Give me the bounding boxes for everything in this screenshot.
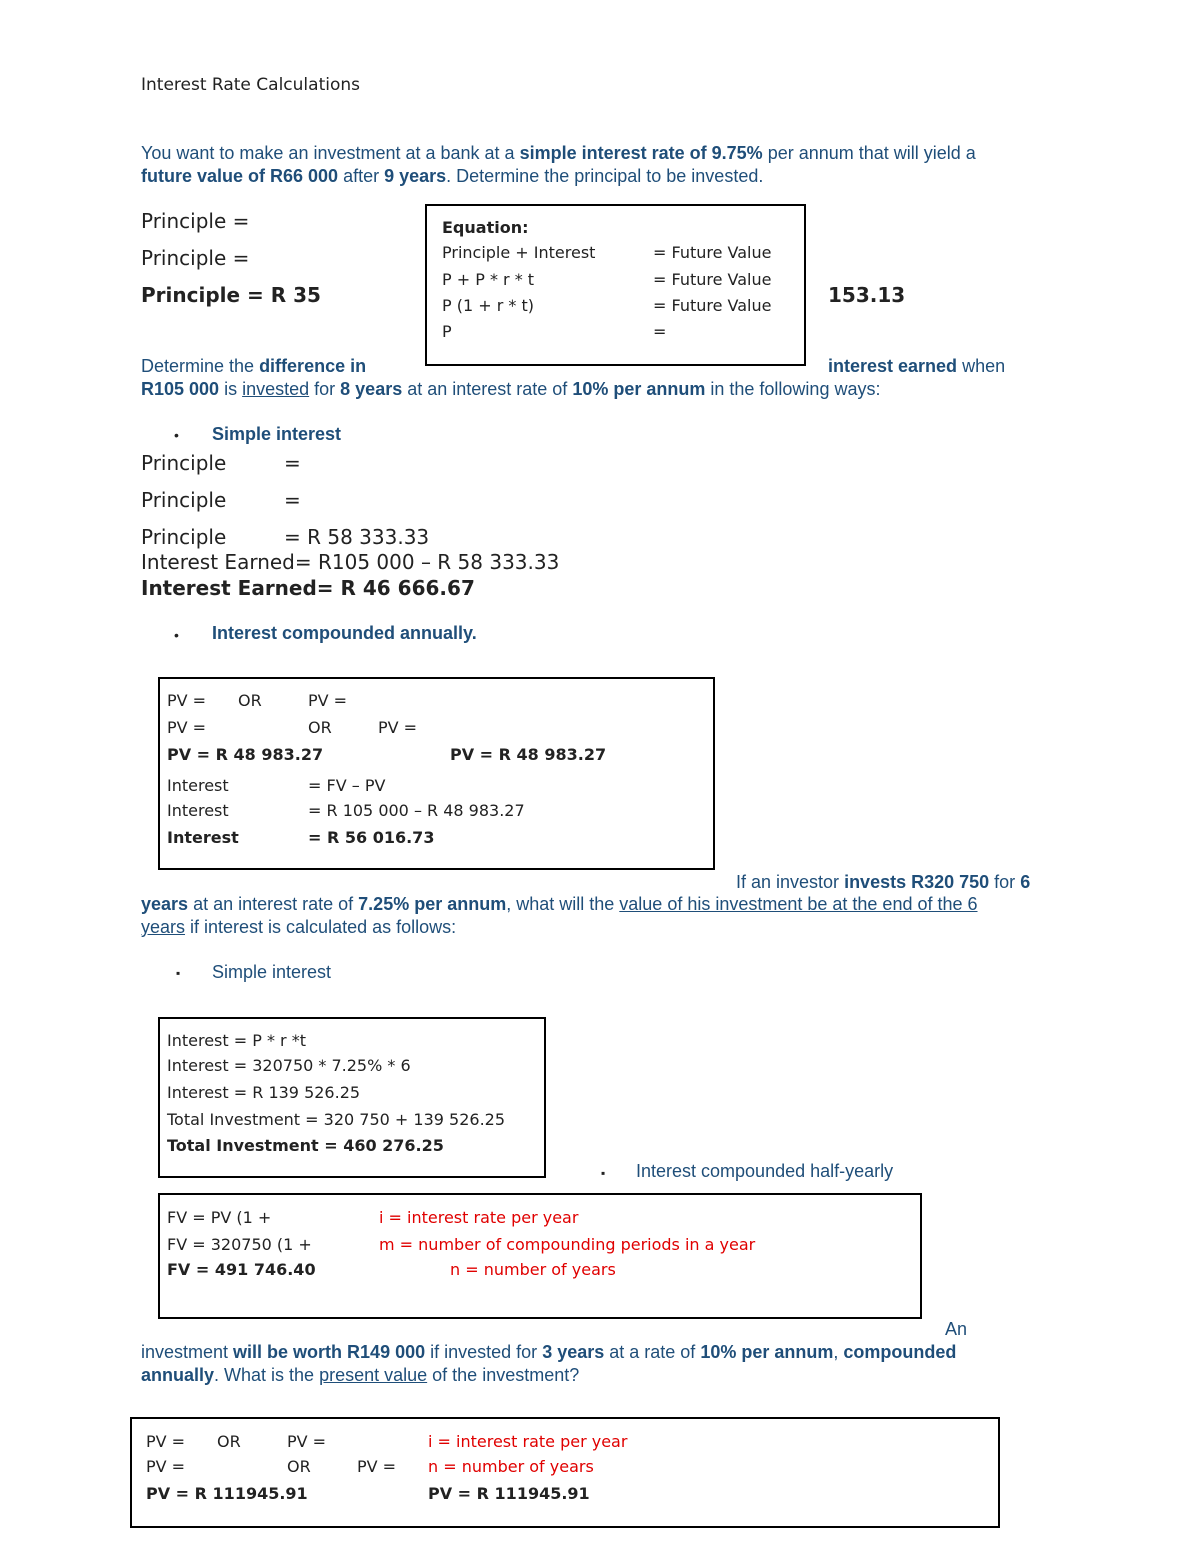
q3-text: if interest is calculated as follows: [185, 917, 457, 937]
legend-m: m = number of compounding periods in a year [379, 1235, 756, 1254]
q3-amount: invests R320 750 [844, 872, 990, 892]
or-label: OR [238, 691, 262, 710]
equation-row-left: P (1 + r * t) [442, 296, 534, 315]
pv-result: PV = R 48 983.27 [167, 745, 324, 764]
pv-result: PV = R 111945.91 [428, 1484, 590, 1503]
q2-text: for [309, 379, 341, 399]
question-1-line-2 [141, 165, 763, 188]
pv-box-annual [158, 677, 715, 870]
pv-label: PV = [308, 691, 348, 710]
question-4-line-3 [141, 1364, 579, 1387]
q4-text: investment [141, 1342, 234, 1362]
bullet-icon: • [174, 627, 179, 643]
page-title: Interest Rate Calculations [141, 75, 360, 95]
principle-line-2: Principle = [141, 246, 250, 270]
equation-row-right: = Future Value [653, 270, 772, 289]
fv-calc: FV = 320750 (1 + [167, 1235, 312, 1254]
q4-years: 3 years [542, 1342, 605, 1362]
question-2-line-1b [828, 355, 1005, 378]
q1-text: after [338, 166, 385, 186]
interest-formula: = FV – PV [308, 776, 386, 795]
simple-interest-box [158, 1017, 546, 1178]
q2-text: is [219, 379, 243, 399]
q3-years-underlined: years [141, 917, 186, 937]
question-3-line-1 [736, 871, 1030, 894]
legend-n: n = number of years [428, 1457, 594, 1476]
q3-text: , what will the [506, 894, 620, 914]
pv-label: PV = [167, 718, 207, 737]
interest-earned-result: Interest Earned= R 46 666.67 [141, 576, 475, 600]
pv-result: PV = R 48 983.27 [450, 745, 607, 764]
pv-label: PV = [378, 718, 418, 737]
simple-row: Interest = P * r *t [167, 1031, 306, 1050]
q2-interest-earned: interest earned [828, 356, 958, 376]
q3-years: 6 [1020, 872, 1031, 892]
question-2-line-2 [141, 378, 880, 401]
bullet-simple-interest-2: Simple interest [212, 962, 332, 982]
q3-value-question: value of his investment be at the end of the 6 [619, 894, 978, 914]
or-label: OR [308, 718, 332, 737]
simple-row: Interest = R 139 526.25 [167, 1083, 361, 1102]
pv-label: PV = [146, 1432, 186, 1451]
or-label: OR [217, 1432, 241, 1451]
q1-text: per annum that will yield a [762, 143, 976, 163]
question-1-line-1 [141, 142, 976, 165]
pv-result: PV = R 111945.91 [146, 1484, 308, 1503]
interest-label: Interest [167, 801, 229, 820]
pv-label: PV = [146, 1457, 186, 1476]
q4-present-value: present value [319, 1365, 428, 1385]
bullet-label: Simple interest [212, 424, 342, 444]
interest-earned-calc: Interest Earned= R105 000 – R 58 333.33 [141, 550, 560, 574]
bullet-label: Interest compounded annually. [212, 623, 477, 643]
q1-text: . Determine the principal to be invested. [446, 166, 764, 186]
q3-text: for [989, 872, 1021, 892]
interest-label: Interest [167, 776, 229, 795]
q4-text: if invested for [425, 1342, 543, 1362]
bullet-half-yearly: Interest compounded half-yearly [636, 1161, 894, 1181]
question-3-line-3 [141, 916, 456, 939]
bullet-icon: • [174, 427, 179, 443]
equation-box [425, 204, 806, 366]
q2-years: 8 years [340, 379, 403, 399]
q2-principle-eq: = [284, 488, 301, 512]
bullet-compounded-annually [212, 622, 477, 645]
q1-rate: simple interest rate of 9.75% [519, 143, 763, 163]
principle-line-1: Principle = [141, 209, 250, 233]
q4-amount: will be worth R149 000 [233, 1342, 426, 1362]
q2-text: at an interest rate of [402, 379, 573, 399]
q2-rate: 10% per annum [572, 379, 706, 399]
equation-row-right: = Future Value [653, 243, 772, 262]
equation-row-left: Principle + Interest [442, 243, 596, 262]
equation-row-left: P [442, 322, 452, 341]
q2-text: in the following ways: [705, 379, 881, 399]
bullet-icon: ▪ [601, 1166, 606, 1180]
q3-rate: 7.25% per annum [358, 894, 507, 914]
q4-text: , [833, 1342, 844, 1362]
q3-text: at an interest rate of [188, 894, 359, 914]
principle-result-tail: 153.13 [828, 283, 906, 307]
interest-label: Interest [167, 828, 239, 847]
q2-principle-label: Principle [141, 451, 227, 475]
q2-principle-label: Principle [141, 525, 227, 549]
legend-i: i = interest rate per year [428, 1432, 628, 1451]
equation-row-right: = Future Value [653, 296, 772, 315]
fv-result: FV = 491 746.40 [167, 1260, 316, 1279]
question-4-line-1: An [945, 1319, 968, 1339]
legend-n: n = number of years [450, 1260, 616, 1279]
question-3-line-2 [141, 893, 978, 916]
q2-principle-eq: = [284, 451, 301, 475]
q1-future-value: future value of R66 000 [141, 166, 339, 186]
q4-text: of the investment? [427, 1365, 580, 1385]
or-label: OR [287, 1457, 311, 1476]
pv-label: PV = [287, 1432, 327, 1451]
q1-text: You want to make an investment at a bank at a [141, 143, 520, 163]
legend-i: i = interest rate per year [379, 1208, 579, 1227]
q2-invested: invested [242, 379, 310, 399]
q2-text: when [957, 356, 1006, 376]
q4-rate: 10% per annum [700, 1342, 834, 1362]
q4-text: at a rate of [604, 1342, 701, 1362]
interest-result: = R 56 016.73 [308, 828, 435, 847]
simple-row: Interest = 320750 * 7.25% * 6 [167, 1056, 411, 1075]
q3-text: If an investor [736, 872, 845, 892]
q3-years: years [141, 894, 189, 914]
interest-calc: = R 105 000 – R 48 983.27 [308, 801, 525, 820]
question-4-line-2 [141, 1341, 956, 1364]
q2-principle-result: = R 58 333.33 [284, 525, 430, 549]
fv-box-half-yearly [158, 1193, 922, 1319]
bullet-simple-interest [212, 423, 341, 446]
fv-formula: FV = PV (1 + [167, 1208, 272, 1227]
simple-total: Total Investment = 460 276.25 [167, 1136, 444, 1155]
pv-label: PV = [357, 1457, 397, 1476]
equation-row-left: P + P * r * t [442, 270, 535, 289]
pv-label: PV = [167, 691, 207, 710]
pv-box-2 [130, 1417, 1000, 1528]
q4-annually: annually [141, 1365, 215, 1385]
equation-heading: Equation: [442, 218, 529, 237]
q2-text: Determine the [141, 356, 260, 376]
bullet-icon: ▪ [176, 966, 181, 980]
q2-amount: R105 000 [141, 379, 220, 399]
question-2-line-1a [141, 355, 366, 378]
q4-compounded: compounded [843, 1342, 957, 1362]
principle-result: Principle = R 35 [141, 283, 321, 307]
q4-text: . What is the [214, 1365, 320, 1385]
q2-principle-label: Principle [141, 488, 227, 512]
q1-years: 9 years [384, 166, 447, 186]
q2-difference: difference in [259, 356, 367, 376]
equation-row-right: = [653, 322, 667, 341]
simple-row: Total Investment = 320 750 + 139 526.25 [167, 1110, 506, 1129]
